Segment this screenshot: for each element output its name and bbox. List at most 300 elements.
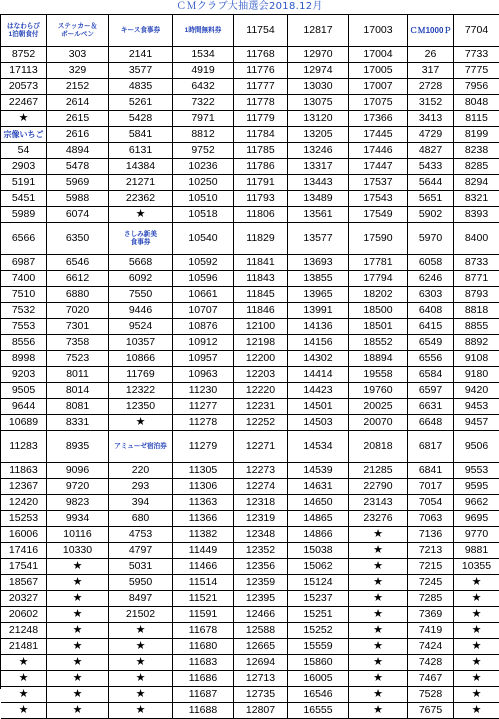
ticket-number-cell: 8238 <box>454 143 499 159</box>
ticket-number-cell: 7285 <box>408 591 454 607</box>
ticket-number-cell: 17781 <box>349 255 408 271</box>
ticket-number-cell: 11466 <box>173 559 234 575</box>
ticket-number-cell: 10689 <box>1 415 47 431</box>
star-icon: ★ <box>349 575 408 591</box>
ticket-number-cell: 9457 <box>454 415 499 431</box>
ticket-number-cell: 12735 <box>234 687 288 703</box>
ticket-number-cell: 11382 <box>173 527 234 543</box>
ticket-number-cell: 17445 <box>349 127 408 143</box>
ticket-number-cell: 10592 <box>173 255 234 271</box>
ticket-number-cell: 6549 <box>408 335 454 351</box>
ticket-number-cell: 2728 <box>408 79 454 95</box>
ticket-number-cell: 7675 <box>408 703 454 719</box>
ticket-number-cell: 21248 <box>1 623 47 639</box>
ticket-number-cell: 6432 <box>173 79 234 95</box>
ticket-number-cell: 8935 <box>47 431 109 463</box>
ticket-number-cell: 21271 <box>109 175 173 191</box>
ticket-number-cell: 12220 <box>234 383 288 399</box>
ticket-number-cell: 5651 <box>408 191 454 207</box>
ticket-number-cell: 9505 <box>1 383 47 399</box>
ticket-number-cell: 11785 <box>234 143 288 159</box>
ticket-number-cell: 9934 <box>47 511 109 527</box>
ticket-number-cell: 8998 <box>1 351 47 367</box>
ticket-number-cell: 8400 <box>454 223 499 255</box>
ticket-number-cell: 11786 <box>234 159 288 175</box>
ticket-number-cell: 3152 <box>408 95 454 111</box>
star-icon: ★ <box>47 687 109 703</box>
star-icon: ★ <box>109 623 173 639</box>
ticket-number-cell: 18894 <box>349 351 408 367</box>
ticket-number-cell: 10116 <box>47 527 109 543</box>
star-icon: ★ <box>47 591 109 607</box>
ticket-number-cell: 11680 <box>173 639 234 655</box>
ticket-number-cell: 9553 <box>454 463 499 479</box>
star-icon: ★ <box>47 703 109 719</box>
ticket-number-cell: 22362 <box>109 191 173 207</box>
star-icon: ★ <box>349 687 408 703</box>
ticket-number-cell: 9595 <box>454 479 499 495</box>
ticket-number-cell: 22467 <box>1 95 47 111</box>
prize-category-label: はなわらび 1泊朝食付 <box>1 15 47 47</box>
ticket-number-cell: 6058 <box>408 255 454 271</box>
ticket-number-cell: 11688 <box>173 703 234 719</box>
star-icon: ★ <box>349 543 408 559</box>
ticket-number-cell: 14631 <box>288 479 349 495</box>
ticket-number-cell: 14501 <box>288 399 349 415</box>
ticket-number-cell: 6546 <box>47 255 109 271</box>
ticket-number-cell: 4827 <box>408 143 454 159</box>
ticket-number-cell: 17543 <box>349 191 408 207</box>
ticket-number-cell: 12252 <box>234 415 288 431</box>
ticket-number-cell: 4919 <box>173 63 234 79</box>
star-icon: ★ <box>454 655 499 671</box>
ticket-number-cell: 8733 <box>454 255 499 271</box>
star-icon: ★ <box>349 671 408 687</box>
ticket-number-cell: 10355 <box>454 559 499 575</box>
ticket-number-cell: 10236 <box>173 159 234 175</box>
ticket-number-cell: 5191 <box>1 175 47 191</box>
ticket-number-cell: 8081 <box>47 399 109 415</box>
ticket-number-cell: 7063 <box>408 511 454 527</box>
lottery-number-table <box>0 14 499 717</box>
ticket-number-cell: 9203 <box>1 367 47 383</box>
ticket-number-cell: 12817 <box>288 15 349 47</box>
ticket-number-cell: 11776 <box>234 63 288 79</box>
ticket-number-cell: 4894 <box>47 143 109 159</box>
ticket-number-cell: 6556 <box>408 351 454 367</box>
ticket-number-cell: 17004 <box>349 47 408 63</box>
ticket-number-cell: 5433 <box>408 159 454 175</box>
ticket-number-cell: 11363 <box>173 495 234 511</box>
ticket-number-cell: 14414 <box>288 367 349 383</box>
star-icon: ★ <box>349 591 408 607</box>
ticket-number-cell: 12231 <box>234 399 288 415</box>
ticket-number-cell: 7971 <box>173 111 234 127</box>
ticket-number-cell: 8011 <box>47 367 109 383</box>
ticket-number-cell: 15253 <box>1 511 47 527</box>
ticket-number-cell: 7528 <box>408 687 454 703</box>
ticket-number-cell: 6987 <box>1 255 47 271</box>
ticket-number-cell: 12395 <box>234 591 288 607</box>
ticket-number-cell: 11791 <box>234 175 288 191</box>
ticket-number-cell: 5428 <box>109 111 173 127</box>
prize-category-label: ステッカー＆ ボールペン <box>47 15 109 47</box>
ticket-number-cell: 8014 <box>47 383 109 399</box>
ticket-number-cell: 20025 <box>349 399 408 415</box>
ticket-number-cell: 13693 <box>288 255 349 271</box>
star-icon: ★ <box>454 623 499 639</box>
ticket-number-cell: 9096 <box>47 463 109 479</box>
ticket-number-cell: 15252 <box>288 623 349 639</box>
ticket-number-cell: 4835 <box>109 79 173 95</box>
ticket-number-cell: 12588 <box>234 623 288 639</box>
ticket-number-cell: 680 <box>109 511 173 527</box>
ticket-number-cell: 13965 <box>288 287 349 303</box>
ticket-number-cell: 7428 <box>408 655 454 671</box>
ticket-number-cell: 7424 <box>408 639 454 655</box>
ticket-number-cell: 15237 <box>288 591 349 607</box>
ticket-number-cell: 11754 <box>234 15 288 47</box>
ticket-number-cell: 11678 <box>173 623 234 639</box>
star-icon: ★ <box>47 575 109 591</box>
star-icon: ★ <box>454 607 499 623</box>
ticket-number-cell: 2614 <box>47 95 109 111</box>
star-icon: ★ <box>454 591 499 607</box>
ticket-number-cell: 11777 <box>234 79 288 95</box>
ticket-number-cell: 4753 <box>109 527 173 543</box>
ticket-number-cell: 17113 <box>1 63 47 79</box>
ticket-number-cell: 15062 <box>288 559 349 575</box>
ticket-number-cell: 9881 <box>454 543 499 559</box>
star-icon: ★ <box>349 607 408 623</box>
ticket-number-cell: 9506 <box>454 431 499 463</box>
ticket-number-cell: 11283 <box>1 431 47 463</box>
star-icon: ★ <box>47 559 109 575</box>
ticket-number-cell: 26 <box>408 47 454 63</box>
ticket-number-cell: 13855 <box>288 271 349 287</box>
ticket-number-cell: 13489 <box>288 191 349 207</box>
ticket-number-cell: 4797 <box>109 543 173 559</box>
ticket-number-cell: 10707 <box>173 303 234 319</box>
ticket-number-cell: 12713 <box>234 671 288 687</box>
star-icon: ★ <box>454 575 499 591</box>
ticket-number-cell: 13030 <box>288 79 349 95</box>
ticket-number-cell: 12974 <box>288 63 349 79</box>
ticket-number-cell: 2615 <box>47 111 109 127</box>
ticket-number-cell: 7301 <box>47 319 109 335</box>
ticket-number-cell: 13561 <box>288 207 349 223</box>
ticket-number-cell: 11306 <box>173 479 234 495</box>
ticket-number-cell: 2152 <box>47 79 109 95</box>
ticket-number-cell: 11769 <box>109 367 173 383</box>
ticket-number-cell: 14302 <box>288 351 349 367</box>
ticket-number-cell: 12274 <box>234 479 288 495</box>
ticket-number-cell: 13317 <box>288 159 349 175</box>
ticket-number-cell: 22790 <box>349 479 408 495</box>
ticket-number-cell: 10596 <box>173 271 234 287</box>
ticket-number-cell: 14650 <box>288 495 349 511</box>
ticket-number-cell: 14539 <box>288 463 349 479</box>
ticket-number-cell: 13075 <box>288 95 349 111</box>
ticket-number-cell: 11793 <box>234 191 288 207</box>
ticket-number-cell: 9695 <box>454 511 499 527</box>
ticket-number-cell: 10957 <box>173 351 234 367</box>
ticket-number-cell: 10876 <box>173 319 234 335</box>
star-icon: ★ <box>1 655 47 671</box>
ticket-number-cell: 5841 <box>109 127 173 143</box>
ticket-number-cell: 7215 <box>408 559 454 575</box>
ticket-number-cell: 11841 <box>234 255 288 271</box>
star-icon: ★ <box>109 207 173 223</box>
ticket-number-cell: 16555 <box>288 703 349 719</box>
ticket-number-cell: 12198 <box>234 335 288 351</box>
ticket-number-cell: 8818 <box>454 303 499 319</box>
ticket-number-cell: 21502 <box>109 607 173 623</box>
star-icon: ★ <box>349 655 408 671</box>
ticket-number-cell: 8892 <box>454 335 499 351</box>
ticket-number-cell: 20602 <box>1 607 47 623</box>
prize-category-label: ＣＭ1000Ｐ <box>408 15 454 47</box>
prize-category-label: アミューゼ宿泊券 <box>109 431 173 463</box>
ticket-number-cell: 18567 <box>1 575 47 591</box>
ticket-number-cell: 10510 <box>173 191 234 207</box>
ticket-number-cell: 11277 <box>173 399 234 415</box>
star-icon: ★ <box>1 671 47 687</box>
ticket-number-cell: 7419 <box>408 623 454 639</box>
star-icon: ★ <box>349 639 408 655</box>
ticket-number-cell: 13120 <box>288 111 349 127</box>
ticket-number-cell: 12322 <box>109 383 173 399</box>
ticket-number-cell: 6817 <box>408 431 454 463</box>
ticket-number-cell: 11521 <box>173 591 234 607</box>
ticket-number-cell: 11278 <box>173 415 234 431</box>
ticket-number-cell: 17537 <box>349 175 408 191</box>
ticket-number-cell: 12348 <box>234 527 288 543</box>
ticket-number-cell: 10250 <box>173 175 234 191</box>
ticket-number-cell: 5031 <box>109 559 173 575</box>
prize-category-label: キース食事券 <box>109 15 173 47</box>
ticket-number-cell: 6566 <box>1 223 47 255</box>
ticket-number-cell: 6415 <box>408 319 454 335</box>
ticket-number-cell: 20573 <box>1 79 47 95</box>
ticket-number-cell: 6303 <box>408 287 454 303</box>
ticket-number-cell: 12359 <box>234 575 288 591</box>
ticket-number-cell: 14136 <box>288 319 349 335</box>
ticket-number-cell: 18202 <box>349 287 408 303</box>
ticket-number-cell: 220 <box>109 463 173 479</box>
ticket-number-cell: 317 <box>408 63 454 79</box>
ticket-number-cell: 12367 <box>1 479 47 495</box>
ticket-number-cell: 303 <box>47 47 109 63</box>
ticket-number-cell: 5478 <box>47 159 109 175</box>
ticket-number-cell: 5668 <box>109 255 173 271</box>
star-icon: ★ <box>109 671 173 687</box>
ticket-number-cell: 2141 <box>109 47 173 63</box>
star-icon: ★ <box>47 623 109 639</box>
ticket-number-cell: 7532 <box>1 303 47 319</box>
ticket-number-cell: 11279 <box>173 431 234 463</box>
ticket-number-cell: 293 <box>109 479 173 495</box>
ticket-number-cell: 11686 <box>173 671 234 687</box>
ticket-number-cell: 10963 <box>173 367 234 383</box>
ticket-number-cell: 7704 <box>454 15 499 47</box>
ticket-number-cell: 5261 <box>109 95 173 111</box>
ticket-number-cell: 11305 <box>173 463 234 479</box>
ticket-number-cell: 10540 <box>173 223 234 255</box>
ticket-number-cell: 3577 <box>109 63 173 79</box>
ticket-number-cell: 12273 <box>234 463 288 479</box>
ticket-number-cell: 6612 <box>47 271 109 287</box>
star-icon: ★ <box>454 639 499 655</box>
ticket-number-cell: 7245 <box>408 575 454 591</box>
star-icon: ★ <box>349 559 408 575</box>
prize-category-label: 宗像いちご <box>1 127 47 143</box>
ticket-number-cell: 11449 <box>173 543 234 559</box>
ticket-number-cell: 11683 <box>173 655 234 671</box>
ticket-number-cell: 14384 <box>109 159 173 175</box>
ticket-number-cell: 14503 <box>288 415 349 431</box>
ticket-number-cell: 4729 <box>408 127 454 143</box>
ticket-number-cell: 12665 <box>234 639 288 655</box>
ticket-number-cell: 8855 <box>454 319 499 335</box>
ticket-number-cell: 14534 <box>288 431 349 463</box>
ticket-number-cell: 17366 <box>349 111 408 127</box>
ticket-number-cell: 8793 <box>454 287 499 303</box>
ticket-number-cell: 8752 <box>1 47 47 63</box>
ticket-number-cell: 7369 <box>408 607 454 623</box>
ticket-number-cell: 12694 <box>234 655 288 671</box>
ticket-number-cell: 11591 <box>173 607 234 623</box>
ticket-number-cell: 6631 <box>408 399 454 415</box>
star-icon: ★ <box>109 415 173 431</box>
ticket-number-cell: 20818 <box>349 431 408 463</box>
ticket-number-cell: 9662 <box>454 495 499 511</box>
ticket-number-cell: 11366 <box>173 511 234 527</box>
ticket-number-cell: 6648 <box>408 415 454 431</box>
ticket-number-cell: 5902 <box>408 207 454 223</box>
ticket-number-cell: 10357 <box>109 335 173 351</box>
ticket-number-cell: 9720 <box>47 479 109 495</box>
ticket-number-cell: 6092 <box>109 271 173 287</box>
ticket-number-cell: 14865 <box>288 511 349 527</box>
ticket-number-cell: 20327 <box>1 591 47 607</box>
star-icon: ★ <box>454 687 499 703</box>
ticket-number-cell: 17075 <box>349 95 408 111</box>
ticket-number-cell: 9770 <box>454 527 499 543</box>
ticket-number-cell: 6597 <box>408 383 454 399</box>
ticket-number-cell: 5988 <box>47 191 109 207</box>
ticket-number-cell: 9420 <box>454 383 499 399</box>
ticket-number-cell: 5989 <box>1 207 47 223</box>
ticket-number-cell: 5451 <box>1 191 47 207</box>
ticket-number-cell: 6584 <box>408 367 454 383</box>
ticket-number-cell: 7510 <box>1 287 47 303</box>
ticket-number-cell: 7020 <box>47 303 109 319</box>
star-icon: ★ <box>109 655 173 671</box>
ticket-number-cell: 8199 <box>454 127 499 143</box>
ticket-number-cell: 17447 <box>349 159 408 175</box>
ticket-number-cell: 7956 <box>454 79 499 95</box>
ticket-number-cell: 2616 <box>47 127 109 143</box>
ticket-number-cell: 5950 <box>109 575 173 591</box>
ticket-number-cell: 8556 <box>1 335 47 351</box>
ticket-number-cell: 7523 <box>47 351 109 367</box>
ticket-number-cell: 12352 <box>234 543 288 559</box>
ticket-number-cell: 8048 <box>454 95 499 111</box>
ticket-number-cell: 8321 <box>454 191 499 207</box>
ticket-number-cell: 15559 <box>288 639 349 655</box>
ticket-number-cell: 17416 <box>1 543 47 559</box>
ticket-number-cell: 5969 <box>47 175 109 191</box>
ticket-number-cell: 13991 <box>288 303 349 319</box>
ticket-number-cell: 12271 <box>234 431 288 463</box>
ticket-number-cell: 10330 <box>47 543 109 559</box>
ticket-number-cell: 17005 <box>349 63 408 79</box>
ticket-number-cell: 15860 <box>288 655 349 671</box>
ticket-number-cell: 16006 <box>1 527 47 543</box>
ticket-number-cell: 14156 <box>288 335 349 351</box>
ticket-number-cell: 7400 <box>1 271 47 287</box>
ticket-number-cell: 11845 <box>234 287 288 303</box>
star-icon: ★ <box>349 527 408 543</box>
ticket-number-cell: 21285 <box>349 463 408 479</box>
ticket-number-cell: 12970 <box>288 47 349 63</box>
ticket-number-cell: 20070 <box>349 415 408 431</box>
ticket-number-cell: 11687 <box>173 687 234 703</box>
ticket-number-cell: 9446 <box>109 303 173 319</box>
star-icon: ★ <box>454 671 499 687</box>
ticket-number-cell: 17794 <box>349 271 408 287</box>
ticket-number-cell: 16005 <box>288 671 349 687</box>
ticket-number-cell: 329 <box>47 63 109 79</box>
star-icon: ★ <box>47 607 109 623</box>
ticket-number-cell: 12200 <box>234 351 288 367</box>
ticket-number-cell: 13577 <box>288 223 349 255</box>
ticket-number-cell: 13246 <box>288 143 349 159</box>
ticket-number-cell: 23276 <box>349 511 408 527</box>
ticket-number-cell: 9524 <box>109 319 173 335</box>
ticket-number-cell: 11863 <box>1 463 47 479</box>
ticket-number-cell: 8115 <box>454 111 499 127</box>
ticket-number-cell: 10866 <box>109 351 173 367</box>
ticket-number-cell: 7467 <box>408 671 454 687</box>
ticket-number-cell: 10661 <box>173 287 234 303</box>
ticket-number-cell: 54 <box>1 143 47 159</box>
ticket-number-cell: 9453 <box>454 399 499 415</box>
ticket-number-cell: 12807 <box>234 703 288 719</box>
star-icon: ★ <box>109 687 173 703</box>
ticket-number-cell: 8771 <box>454 271 499 287</box>
ticket-number-cell: 14866 <box>288 527 349 543</box>
ticket-number-cell: 7213 <box>408 543 454 559</box>
ticket-number-cell: 7017 <box>408 479 454 495</box>
ticket-number-cell: 17541 <box>1 559 47 575</box>
star-icon: ★ <box>47 639 109 655</box>
page-title: ＣＭクラブ大抽選会2018.12月 <box>176 1 323 12</box>
ticket-number-cell: 7322 <box>173 95 234 111</box>
ticket-number-cell: 6408 <box>408 303 454 319</box>
ticket-number-cell: 12350 <box>109 399 173 415</box>
ticket-number-cell: 18501 <box>349 319 408 335</box>
ticket-number-cell: 12100 <box>234 319 288 335</box>
ticket-number-cell: 16546 <box>288 687 349 703</box>
ticket-number-cell: 13443 <box>288 175 349 191</box>
ticket-number-cell: 8497 <box>109 591 173 607</box>
ticket-number-cell: 11829 <box>234 223 288 255</box>
ticket-number-cell: 2903 <box>1 159 47 175</box>
ticket-number-cell: 11843 <box>234 271 288 287</box>
star-icon: ★ <box>47 671 109 687</box>
